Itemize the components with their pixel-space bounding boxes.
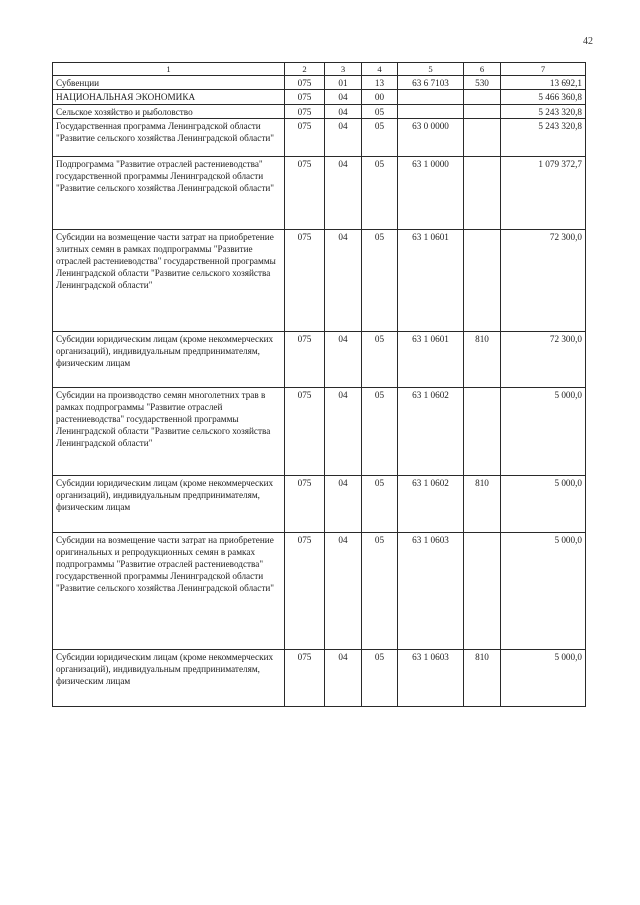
row-name: Субсидии на возмещение части затрат на приобретение элитных семян в рамках подпрограммы "Развитие отраслей растениеводства" государственной программы Ленинградской области "Развитие сельского хозяйства Ленинградской области" <box>53 229 285 331</box>
row-sum: 72 300,0 <box>501 331 586 387</box>
row-admin: 075 <box>285 118 325 156</box>
row-vr: 810 <box>464 331 501 387</box>
row-name: Субсидии юридическим лицам (кроме некоммерческих организаций), индивидуальным предпринимателям, физическим лицам <box>53 331 285 387</box>
row-vr <box>464 90 501 104</box>
table-row <box>53 475 586 532</box>
row-target: 63 1 0603 <box>398 649 464 706</box>
row-subsection: 05 <box>362 532 398 649</box>
row-section: 04 <box>325 532 362 649</box>
column-header: 3 <box>325 63 362 76</box>
row-sum: 72 300,0 <box>501 229 586 331</box>
row-name: НАЦИОНАЛЬНАЯ ЭКОНОМИКА <box>53 90 285 104</box>
row-admin: 075 <box>285 156 325 229</box>
row-target: 63 1 0602 <box>398 475 464 532</box>
row-admin: 075 <box>285 76 325 90</box>
row-sum: 5 000,0 <box>501 475 586 532</box>
row-sum: 13 692,1 <box>501 76 586 90</box>
row-sum: 5 000,0 <box>501 387 586 475</box>
row-vr <box>464 156 501 229</box>
row-subsection: 05 <box>362 649 398 706</box>
row-admin: 075 <box>285 331 325 387</box>
table-row <box>53 331 586 387</box>
column-header: 7 <box>501 63 586 76</box>
page-number: 42 <box>583 36 593 47</box>
table-row <box>53 90 586 104</box>
row-admin: 075 <box>285 532 325 649</box>
row-name: Субсидии на производство семян многолетних трав в рамках подпрограммы "Развитие отраслей растениеводства" государственной программы Ленинградской области "Развитие сельского хозяйства Ленинградской области" <box>53 387 285 475</box>
row-sum: 1 079 372,7 <box>501 156 586 229</box>
table-row <box>53 387 586 475</box>
row-vr: 530 <box>464 76 501 90</box>
budget-table <box>52 62 586 707</box>
row-admin: 075 <box>285 104 325 118</box>
table-row <box>53 532 586 649</box>
row-admin: 075 <box>285 649 325 706</box>
table-row <box>53 118 586 156</box>
row-vr <box>464 118 501 156</box>
row-subsection: 05 <box>362 331 398 387</box>
column-header: 6 <box>464 63 501 76</box>
row-name: Субсидии юридическим лицам (кроме некоммерческих организаций), индивидуальным предпринимателям, физическим лицам <box>53 475 285 532</box>
row-subsection: 00 <box>362 90 398 104</box>
row-admin: 075 <box>285 475 325 532</box>
table-header-row <box>53 63 586 76</box>
row-vr <box>464 387 501 475</box>
row-target: 63 1 0000 <box>398 156 464 229</box>
row-vr: 810 <box>464 475 501 532</box>
column-header: 1 <box>53 63 285 76</box>
table-row <box>53 649 586 706</box>
table-row <box>53 76 586 90</box>
row-subsection: 05 <box>362 104 398 118</box>
row-admin: 075 <box>285 387 325 475</box>
row-sum: 5 466 360,8 <box>501 90 586 104</box>
row-admin: 075 <box>285 90 325 104</box>
column-header: 4 <box>362 63 398 76</box>
row-target <box>398 104 464 118</box>
row-subsection: 13 <box>362 76 398 90</box>
row-target: 63 1 0601 <box>398 331 464 387</box>
row-section: 04 <box>325 387 362 475</box>
column-header: 5 <box>398 63 464 76</box>
row-subsection: 05 <box>362 387 398 475</box>
table-row <box>53 229 586 331</box>
row-vr <box>464 532 501 649</box>
table-row <box>53 104 586 118</box>
row-target: 63 6 7103 <box>398 76 464 90</box>
column-header: 2 <box>285 63 325 76</box>
row-section: 04 <box>325 649 362 706</box>
table-row <box>53 156 586 229</box>
row-subsection: 05 <box>362 475 398 532</box>
row-name: Субсидии на возмещение части затрат на приобретение оригинальных и репродукционных семян в рамках подпрограммы "Развитие отраслей растениеводства" государственной программы Ленинградской области "Развитие сельского хозяйства Ленинградской области" <box>53 532 285 649</box>
row-section: 04 <box>325 229 362 331</box>
row-sum: 5 000,0 <box>501 532 586 649</box>
row-sum: 5 000,0 <box>501 649 586 706</box>
row-subsection: 05 <box>362 156 398 229</box>
row-sum: 5 243 320,8 <box>501 104 586 118</box>
row-section: 04 <box>325 475 362 532</box>
row-section: 01 <box>325 76 362 90</box>
row-vr <box>464 104 501 118</box>
row-vr: 810 <box>464 649 501 706</box>
row-target: 63 1 0603 <box>398 532 464 649</box>
row-section: 04 <box>325 104 362 118</box>
row-sum: 5 243 320,8 <box>501 118 586 156</box>
row-name: Субвенции <box>53 76 285 90</box>
row-subsection: 05 <box>362 229 398 331</box>
row-target: 63 0 0000 <box>398 118 464 156</box>
row-subsection: 05 <box>362 118 398 156</box>
row-name: Субсидии юридическим лицам (кроме некоммерческих организаций), индивидуальным предпринимателям, физическим лицам <box>53 649 285 706</box>
row-name: Государственная программа Ленинградской области "Развитие сельского хозяйства Ленинградской области" <box>53 118 285 156</box>
row-section: 04 <box>325 90 362 104</box>
row-name: Подпрограмма "Развитие отраслей растениеводства" государственной программы Ленинградской области "Развитие сельского хозяйства Ленинградской области" <box>53 156 285 229</box>
row-target <box>398 90 464 104</box>
row-section: 04 <box>325 156 362 229</box>
row-target: 63 1 0602 <box>398 387 464 475</box>
row-section: 04 <box>325 331 362 387</box>
row-section: 04 <box>325 118 362 156</box>
row-name: Сельское хозяйство и рыболовство <box>53 104 285 118</box>
row-admin: 075 <box>285 229 325 331</box>
row-target: 63 1 0601 <box>398 229 464 331</box>
row-vr <box>464 229 501 331</box>
